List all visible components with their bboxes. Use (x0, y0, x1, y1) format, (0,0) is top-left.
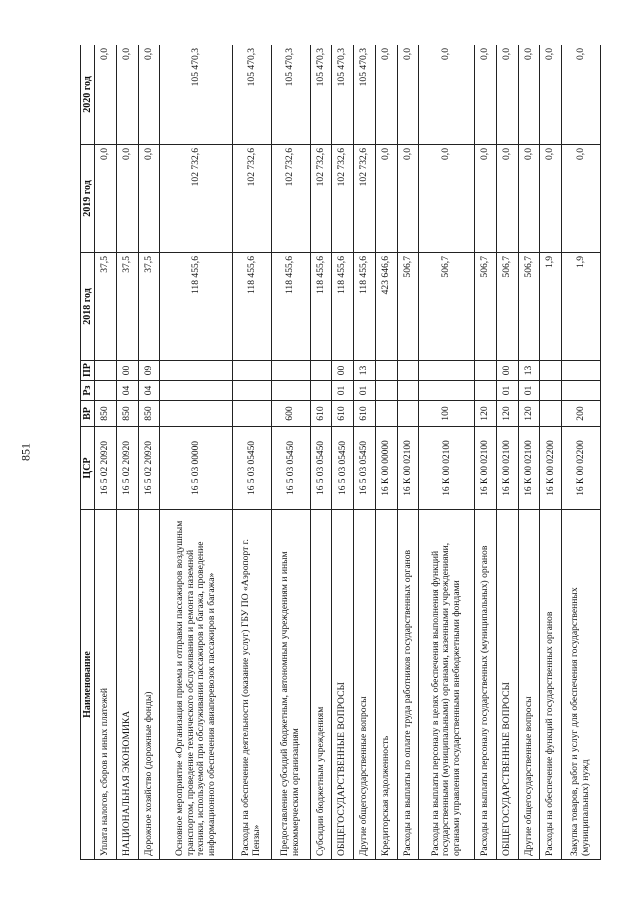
cell-2020: 0,0 (496, 45, 518, 145)
cell-csr: 16 5 03 05450 (310, 427, 332, 510)
cell-2020: 105 470,3 (332, 45, 354, 145)
cell-2018: 506,7 (496, 253, 518, 361)
cell-name: ОБЩЕГОСУДАРСТВЕННЫЕ ВОПРОСЫ (496, 510, 518, 860)
cell-vr: 850 (95, 401, 117, 427)
cell-csr: 16 5 02 20920 (138, 427, 160, 510)
cell-name: Расходы на обеспечение функций государственных органов (540, 510, 562, 860)
cell-vr (233, 401, 272, 427)
cell-2020: 105 470,3 (233, 45, 272, 145)
cell-name: Расходы на выплаты персоналу в целях обеспечения выполнения функций государственными (муниципальными) органами, казенными учреждениями, органами управления государственными внебюджетными фондами (419, 510, 475, 860)
cell-name: Предоставление субсидий бюджетным, автономным учреждениям и иным некоммерческим организациям (271, 510, 310, 860)
cell-rz (397, 381, 419, 401)
cell-2018: 118 455,6 (271, 253, 310, 361)
cell-2019: 0,0 (496, 145, 518, 253)
cell-2019: 102 732,6 (354, 145, 376, 253)
cell-rz (95, 381, 117, 401)
cell-2019: 0,0 (116, 145, 138, 253)
table-row (475, 45, 497, 860)
cell-pr: 13 (354, 361, 376, 381)
cell-2020: 105 470,3 (271, 45, 310, 145)
cell-2018: 37,5 (95, 253, 117, 361)
cell-2018: 506,7 (518, 253, 540, 361)
header-csr: ЦСР (81, 427, 95, 510)
cell-2018: 1,9 (562, 253, 601, 361)
cell-name: Субсидии бюджетным учреждениям (310, 510, 332, 860)
header-vr: ВР (81, 401, 95, 427)
cell-vr: 850 (116, 401, 138, 427)
cell-rz (540, 381, 562, 401)
cell-2019: 102 732,6 (160, 145, 233, 253)
cell-vr: 600 (271, 401, 310, 427)
cell-rz (375, 381, 397, 401)
cell-csr: 16 К 00 02100 (419, 427, 475, 510)
rotated-table-frame (80, 45, 601, 860)
header-2018: 2018 год (81, 253, 95, 361)
cell-2020: 0,0 (397, 45, 419, 145)
cell-2018: 423 646,6 (375, 253, 397, 361)
cell-pr (397, 361, 419, 381)
cell-pr (475, 361, 497, 381)
table-row (332, 45, 354, 860)
cell-rz (160, 381, 233, 401)
header-name: Наименование (81, 510, 95, 860)
table-row (540, 45, 562, 860)
table-header-row (81, 45, 95, 860)
cell-name: Дорожное хозяйство (дорожные фонды) (138, 510, 160, 860)
cell-2019: 0,0 (562, 145, 601, 253)
cell-name: Расходы на обеспечение деятельности (оказание услуг) ГБУ ПО «Аэропорт г. Пензы» (233, 510, 272, 860)
cell-pr (233, 361, 272, 381)
cell-name: ОБЩЕГОСУДАРСТВЕННЫЕ ВОПРОСЫ (332, 510, 354, 860)
cell-2018: 506,7 (475, 253, 497, 361)
cell-pr: 00 (116, 361, 138, 381)
cell-pr: 00 (496, 361, 518, 381)
cell-rz (310, 381, 332, 401)
table-row (138, 45, 160, 860)
cell-pr (271, 361, 310, 381)
cell-name: Основное мероприятие «Организация приема и отправки пассажиров воздушным транспортом, проведение технического обслуживания и ремонта наземной техники, используемой при обслуживании пассажиров и багажа, проведение информационного обеспечения авиаперевозок пассажиров и багажа» (160, 510, 233, 860)
table-row (419, 45, 475, 860)
header-pr: ПР (81, 361, 95, 381)
cell-pr: 13 (518, 361, 540, 381)
cell-2018: 118 455,6 (233, 253, 272, 361)
cell-2020: 0,0 (475, 45, 497, 145)
cell-pr: 09 (138, 361, 160, 381)
table-row (233, 45, 272, 860)
cell-rz: 01 (354, 381, 376, 401)
cell-2018: 118 455,6 (160, 253, 233, 361)
cell-2018: 506,7 (419, 253, 475, 361)
cell-2020: 0,0 (419, 45, 475, 145)
cell-rz (562, 381, 601, 401)
table-row (310, 45, 332, 860)
table-row (562, 45, 601, 860)
cell-vr: 610 (354, 401, 376, 427)
cell-2020: 105 470,3 (310, 45, 332, 145)
cell-2020: 105 470,3 (354, 45, 376, 145)
cell-csr: 16 К 00 02100 (496, 427, 518, 510)
cell-vr: 610 (310, 401, 332, 427)
cell-rz: 04 (116, 381, 138, 401)
cell-2018: 118 455,6 (310, 253, 332, 361)
cell-vr: 850 (138, 401, 160, 427)
cell-csr: 16 5 03 00000 (160, 427, 233, 510)
cell-pr (540, 361, 562, 381)
cell-name: НАЦИОНАЛЬНАЯ ЭКОНОМИКА (116, 510, 138, 860)
cell-csr: 16 К 00 02200 (540, 427, 562, 510)
cell-name: Другие общегосударственные вопросы (518, 510, 540, 860)
cell-2019: 102 732,6 (271, 145, 310, 253)
cell-2020: 0,0 (95, 45, 117, 145)
page-number: 851 (18, 443, 33, 461)
cell-name: Расходы на выплаты персоналу государственных (муниципальных) органов (475, 510, 497, 860)
cell-2019: 0,0 (138, 145, 160, 253)
table-body (95, 45, 601, 860)
cell-2019: 0,0 (375, 145, 397, 253)
cell-2019: 0,0 (95, 145, 117, 253)
cell-2019: 102 732,6 (310, 145, 332, 253)
cell-name: Уплата налогов, сборов и иных платежей (95, 510, 117, 860)
cell-2020: 0,0 (116, 45, 138, 145)
cell-name: Закупка товаров, работ и услуг для обеспечения государственных (муниципальных) нужд (562, 510, 601, 860)
cell-vr (397, 401, 419, 427)
cell-rz: 01 (332, 381, 354, 401)
cell-2020: 0,0 (375, 45, 397, 145)
cell-2018: 118 455,6 (332, 253, 354, 361)
table-row (496, 45, 518, 860)
cell-csr: 16 5 02 20920 (95, 427, 117, 510)
header-2019: 2019 год (81, 145, 95, 253)
cell-2019: 0,0 (475, 145, 497, 253)
table-row (397, 45, 419, 860)
cell-2020: 0,0 (518, 45, 540, 145)
cell-2019: 102 732,6 (332, 145, 354, 253)
cell-2020: 0,0 (540, 45, 562, 145)
cell-vr: 200 (562, 401, 601, 427)
table-row (116, 45, 138, 860)
cell-pr (310, 361, 332, 381)
cell-rz: 01 (518, 381, 540, 401)
cell-rz (271, 381, 310, 401)
table-row (95, 45, 117, 860)
cell-pr (95, 361, 117, 381)
cell-name: Кредиторская задолженность (375, 510, 397, 860)
table-row (354, 45, 376, 860)
cell-vr: 100 (419, 401, 475, 427)
cell-vr (160, 401, 233, 427)
cell-2020: 0,0 (562, 45, 601, 145)
cell-name: Другие общегосударственные вопросы (354, 510, 376, 860)
cell-csr: 16 К 00 02200 (562, 427, 601, 510)
cell-rz (419, 381, 475, 401)
cell-2018: 118 455,6 (354, 253, 376, 361)
cell-name: Расходы на выплаты по оплате труда работников государственных органов (397, 510, 419, 860)
cell-csr: 16 5 03 05450 (332, 427, 354, 510)
cell-2020: 0,0 (138, 45, 160, 145)
header-2020: 2020 год (81, 45, 95, 145)
cell-pr (419, 361, 475, 381)
cell-2018: 37,5 (116, 253, 138, 361)
table-row (160, 45, 233, 860)
cell-rz (475, 381, 497, 401)
cell-2019: 0,0 (540, 145, 562, 253)
cell-vr: 610 (332, 401, 354, 427)
cell-vr: 120 (518, 401, 540, 427)
cell-csr: 16 5 03 05450 (233, 427, 272, 510)
cell-2020: 105 470,3 (160, 45, 233, 145)
cell-rz: 04 (138, 381, 160, 401)
cell-csr: 16 К 00 02100 (397, 427, 419, 510)
cell-csr: 16 К 00 02100 (475, 427, 497, 510)
header-rz: Рз (81, 381, 95, 401)
table-row (518, 45, 540, 860)
cell-csr: 16 5 02 20920 (116, 427, 138, 510)
cell-csr: 16 5 03 05450 (271, 427, 310, 510)
cell-pr: 00 (332, 361, 354, 381)
cell-2019: 102 732,6 (233, 145, 272, 253)
cell-pr (160, 361, 233, 381)
cell-2019: 0,0 (518, 145, 540, 253)
cell-2018: 1,9 (540, 253, 562, 361)
cell-vr: 120 (475, 401, 497, 427)
cell-rz (233, 381, 272, 401)
cell-2019: 0,0 (419, 145, 475, 253)
budget-table (80, 45, 601, 860)
cell-vr (375, 401, 397, 427)
table-row (375, 45, 397, 860)
cell-2019: 0,0 (397, 145, 419, 253)
cell-csr: 16 К 00 02100 (518, 427, 540, 510)
cell-vr: 120 (496, 401, 518, 427)
cell-vr (540, 401, 562, 427)
cell-csr: 16 К 00 00000 (375, 427, 397, 510)
cell-pr (375, 361, 397, 381)
cell-2018: 37,5 (138, 253, 160, 361)
cell-rz: 01 (496, 381, 518, 401)
cell-csr: 16 5 03 05450 (354, 427, 376, 510)
table-row (271, 45, 310, 860)
cell-pr (562, 361, 601, 381)
cell-2018: 506,7 (397, 253, 419, 361)
